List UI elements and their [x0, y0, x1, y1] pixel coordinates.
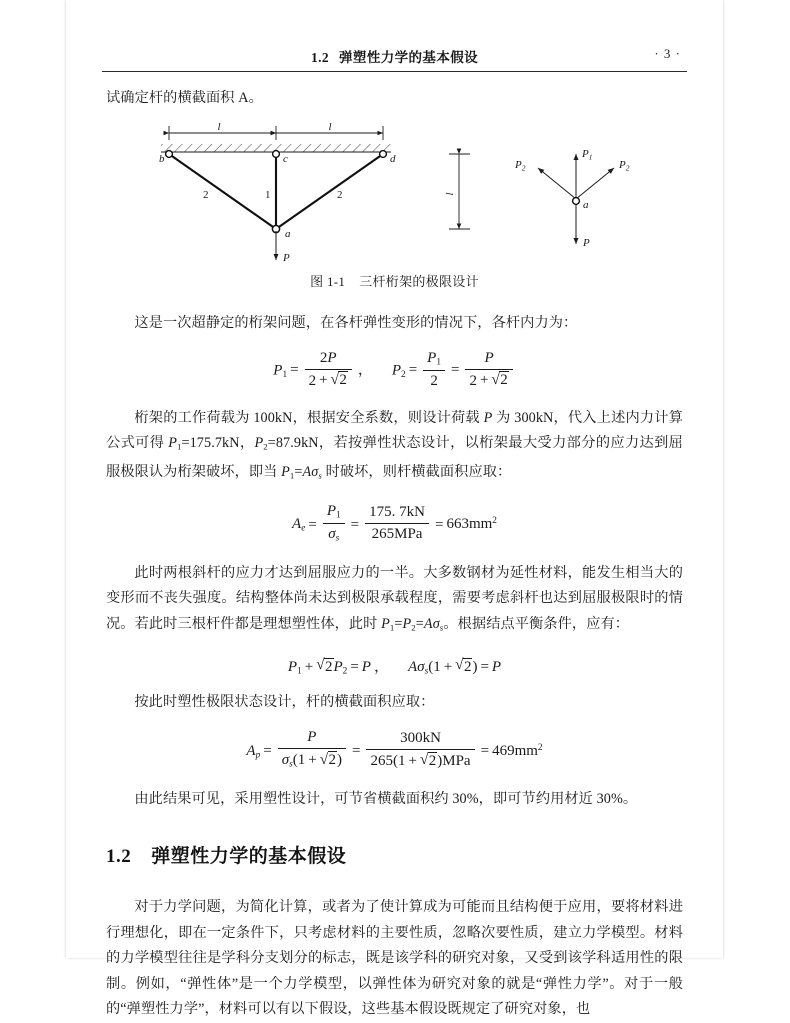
- paragraph-assumptions: 对于力学问题，为简化计算，或者为了使计算成为可能而且结构便于应用，要将材料进行理想化，即在一定条件下，只考虑材料的主要性质，忽略次要性质，建立力学模型。材料的力学模型往往是学科分支划分的标志，既是该学科的研究对象，又受到该学科适用性的限制。例如，“弹性体”是一个力学模型，以弹性体为研究对象的就是“弹性力学”。对于一般的“弹塑性力学”，材料可以有以下假设，这些基本假设既规定了研究对象，也: [106, 899, 683, 1018]
- member-right: [276, 154, 383, 229]
- svg-text:P1: $P_1$: [582, 147, 593, 161]
- equation-elastic-area: $A_e$ = $\frac{P_1}{\sigma_s}$ = $\frac{175. 7kN}{\text{265MPa}}$ = $663mm^2$: [292, 502, 497, 544]
- free-body-diagram: [514, 148, 630, 249]
- figure-caption-number: 图 1-1: [310, 273, 346, 289]
- page-number: · 3 ·: [654, 46, 681, 61]
- paragraph-plastic-design: 按此时塑性极限状态设计，杆的横截面积应取：: [134, 694, 435, 711]
- svg-text:a: a: [583, 198, 589, 211]
- paragraph-conclusion: 由此结果可见，采用塑性设计，可节省横截面积约 30%，即可节约用材近 30%。: [134, 790, 638, 807]
- label-node-d: d: [390, 152, 396, 165]
- label-node-a: a: [285, 227, 291, 240]
- section-heading-title: 弹塑性力学的基本假设: [151, 846, 347, 868]
- dimension-right: [276, 121, 383, 140]
- svg-text:P2: $P_2$: [515, 158, 526, 172]
- svg-text:l: l: [217, 120, 221, 133]
- running-header-section-title: 弹塑性力学的基本假设: [339, 50, 479, 65]
- para-plastic-seg-2: 。根据结点平衡条件，应有：: [443, 615, 630, 632]
- label-node-b: b: [159, 152, 165, 165]
- dimension-height: [444, 154, 470, 229]
- running-header-title: [102, 46, 687, 66]
- equation-internal-forces: $P_1$ = $\frac{2P}{2 + √ 2}$ ， $P_2$ = $\frac{P_1}{2}$ = $\frac{P}{2 + √ 2}$: [106, 350, 683, 392]
- figure-caption: [106, 271, 683, 290]
- figure-caption-title: 三杆桁架的极限设计: [359, 273, 479, 289]
- header-rule: [102, 71, 687, 72]
- running-header: [102, 46, 687, 70]
- label-member-mid: 1: [265, 188, 271, 201]
- section-heading-1-2: [106, 841, 683, 868]
- equation-plastic-area: $A_p$ = $\frac{P}{\sigma_s(1 + √ 2)}$ = $\frac{300kN}{\text{265(1 + √ 2)MPa}}$ = $469mm^2$: [106, 730, 683, 773]
- figure-1-1: [106, 121, 683, 271]
- label-member-right: 2: [337, 188, 343, 201]
- figure-1-1-drawing: [106, 121, 683, 271]
- paragraph-plastic-reasoning: 此时两根斜杆的应力才达到屈服应力的一半。大多数钢材为延性材料，能发生相当大的变形而不丧失强度。结构整体尚未达到极限承载程度，需要考虑斜杆也达到屈服极限时的情况。若此时三根杆件都是理想塑性体，此时 $P_1=P_2=A\sigma_s$。根据结点平衡条件，应有：: [106, 564, 683, 633]
- svg-text:P2: $P_2$: [619, 158, 630, 172]
- equation-equilibrium: $P_1$ + √ $2P_2 = P$ ， $A\sigma_s(1$ + √ 2) = P: [106, 655, 683, 677]
- svg-text:P: P: [283, 251, 290, 264]
- para-load-seg-2: 为 300kN，代入上述内力计算公式可得: [106, 409, 683, 452]
- page-content-area: [66, 0, 723, 1018]
- lead-line: 试确定杆的横截面积 A。: [106, 90, 263, 106]
- dimension-left: [169, 121, 276, 140]
- running-header-section-number: 1.2: [310, 50, 330, 65]
- svg-text:l: l: [328, 120, 332, 133]
- label-node-c: c: [283, 152, 288, 165]
- member-left: [169, 154, 276, 229]
- paragraph-working-load: 桁架的工作荷载为 100kN，根据安全系数，则设计荷载 P 为 300kN，代入上述内力计算公式可得 $P_1=175.7kN$，$P_2=87.9kN$，若按弹性状态设计，以桁架最大受力部分的应力达到屈服极限认为桁架破坏，即当 $P_1=A\sigma_s$ 时破坏，则杆横截面积应取：: [106, 409, 683, 481]
- body-text-area: [106, 86, 683, 1023]
- label-member-left: 2: [203, 188, 209, 201]
- page-sheet: [66, 0, 723, 1018]
- truss-members: [169, 154, 383, 229]
- para-plastic-seg-1: 此时两根斜杆的应力才达到屈服应力的一半。大多数钢材为延性材料，能发生相当大的变形而不丧失强度。结构整体尚未达到极限承载程度，需要考虑斜杆也达到屈服极限时的情况。若此时三根杆件都是理想塑性体，此时: [106, 564, 683, 632]
- para-load-seg-3: 若按弹性状态设计，以桁架最大受力部分的应力达到屈服极限认为桁架破坏，即当: [106, 435, 683, 481]
- paragraph-truss-problem: 这是一次超静定的桁架问题，在各杆弹性变形的情况下，各杆内力为：: [134, 314, 578, 331]
- svg-text:P: P: [583, 236, 590, 249]
- svg-text:l: l: [444, 191, 456, 196]
- para-load-seg-1: 桁架的工作荷载为 100kN，根据安全系数，则设计荷载: [134, 409, 484, 426]
- section-heading-number: 1.2: [106, 846, 132, 868]
- para-load-seg-4: 时破坏，则杆横截面积应取：: [321, 464, 512, 481]
